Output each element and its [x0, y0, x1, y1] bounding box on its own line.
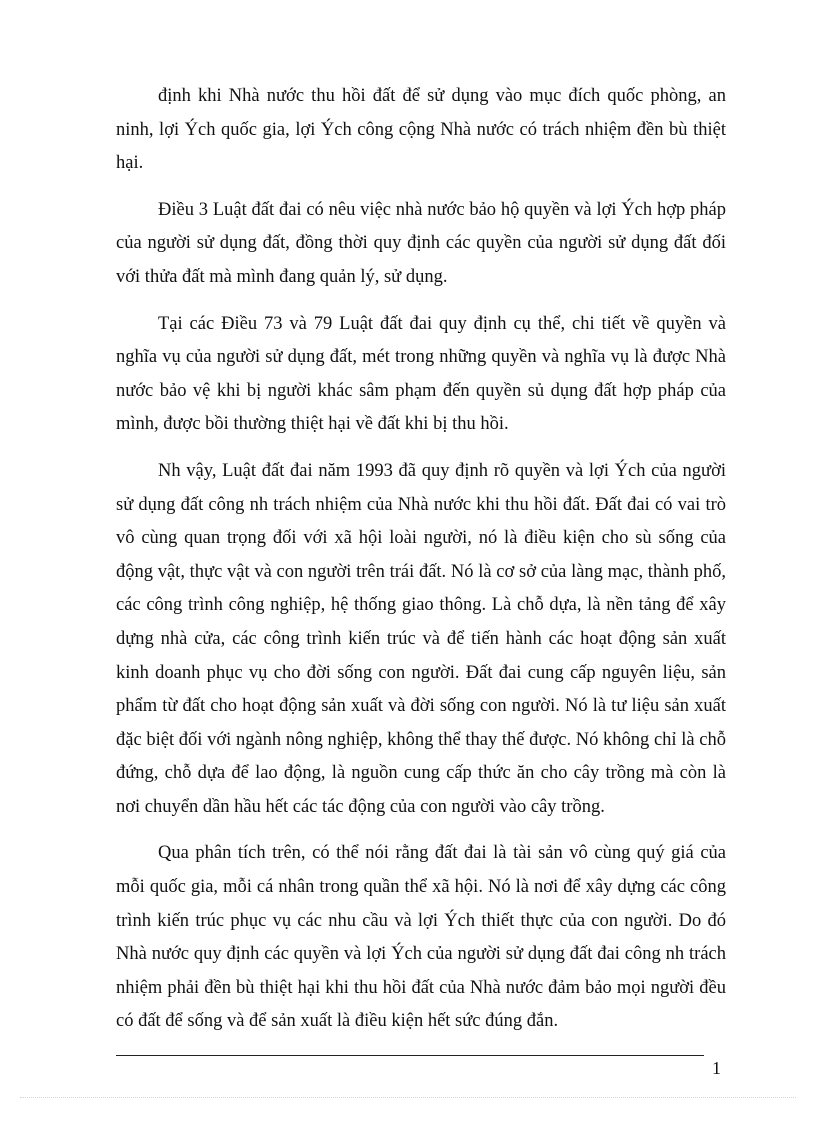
footer-rule — [116, 1055, 704, 1056]
page-number: 1 — [712, 1058, 721, 1078]
body-text — [116, 80, 726, 1039]
paragraph-4: Nh vậy, Luật đất đai năm 1993 đã quy định rõ quyền và lợi Ých của người sử dụng đất công nh trách nhiệm của Nhà nước khi thu hồi đất. Đất đai có vai trò vô cùng quan trọng đối với xã hội loài người, nó là điều kiện cho sù sống của động vật, thực vật và con người trên trái đất. Nó là cơ sở của làng mạc, thành phố, các công trình công nghiệp, hệ thống giao thông. Là chỗ dựa, là nền tảng để xây dựng nhà cửa, các công trình kiến trúc và để tiến hành các hoạt động sản xuất kinh doanh phục vụ cho đời sống con người. Đất đai cung cấp nguyên liệu, sản phẩm từ đất cho hoạt động sản xuất và đời sống con người. Nó là tư liệu sản xuất đặc biệt đối với ngành nông nghiệp, không thể thay thế được. Nó không chỉ là chỗ đứng, chỗ dựa để lao động, là nguồn cung cấp thức ăn cho cây trồng mà còn là nơi chuyển dần hầu hết các tác động của con người vào cây trồng. — [116, 460, 726, 817]
paragraph-3: Tại các Điều 73 và 79 Luật đất đai quy định cụ thể, chi tiết về quyền và nghĩa vụ của người sử dụng đất, mét trong những quyền và nghĩa vụ là được Nhà nước bảo vệ khi bị người khác sâm phạm đến quyền sủ dụng đất hợp pháp của mình, được bồi thường thiệt hại về đất khi bị thu hồi. — [116, 313, 726, 435]
paragraph-1: định khi Nhà nước thu hồi đất để sử dụng vào mục đích quốc phòng, an ninh, lợi Ých quốc gia, lợi Ých công cộng Nhà nước có trách nhiệm đền bù thiệt hại. — [116, 86, 726, 174]
paragraph-5: Qua phân tích trên, có thể nói rằng đất đai là tài sản vô cùng quý giá của mỗi quốc gia, mỗi cá nhân trong quần thể xã hội. Nó là nơi để xây dựng các công trình kiến trúc phục vụ các nhu cầu và lợi Ých thiết thực của con người. Do đó Nhà nước quy định các quyền và lợi Ých của người sử dụng đất đai công nh trách nhiệm phải đền bù thiệt hại khi thu hồi đất của Nhà nước đảm bảo mọi người đều có đất để sống và để sản xuất là điều kiện hết sức đúng đắn. — [116, 843, 726, 1032]
page-bottom-border — [20, 1097, 796, 1098]
paragraph-2: Điều 3 Luật đất đai có nêu việc nhà nước bảo hộ quyền và lợi Ých hợp pháp của người sử dụng đất, đồng thời quy định các quyền của người sử dụng đất đối với thửa đất mà mình đang quản lý, sử dụng. — [116, 199, 726, 287]
